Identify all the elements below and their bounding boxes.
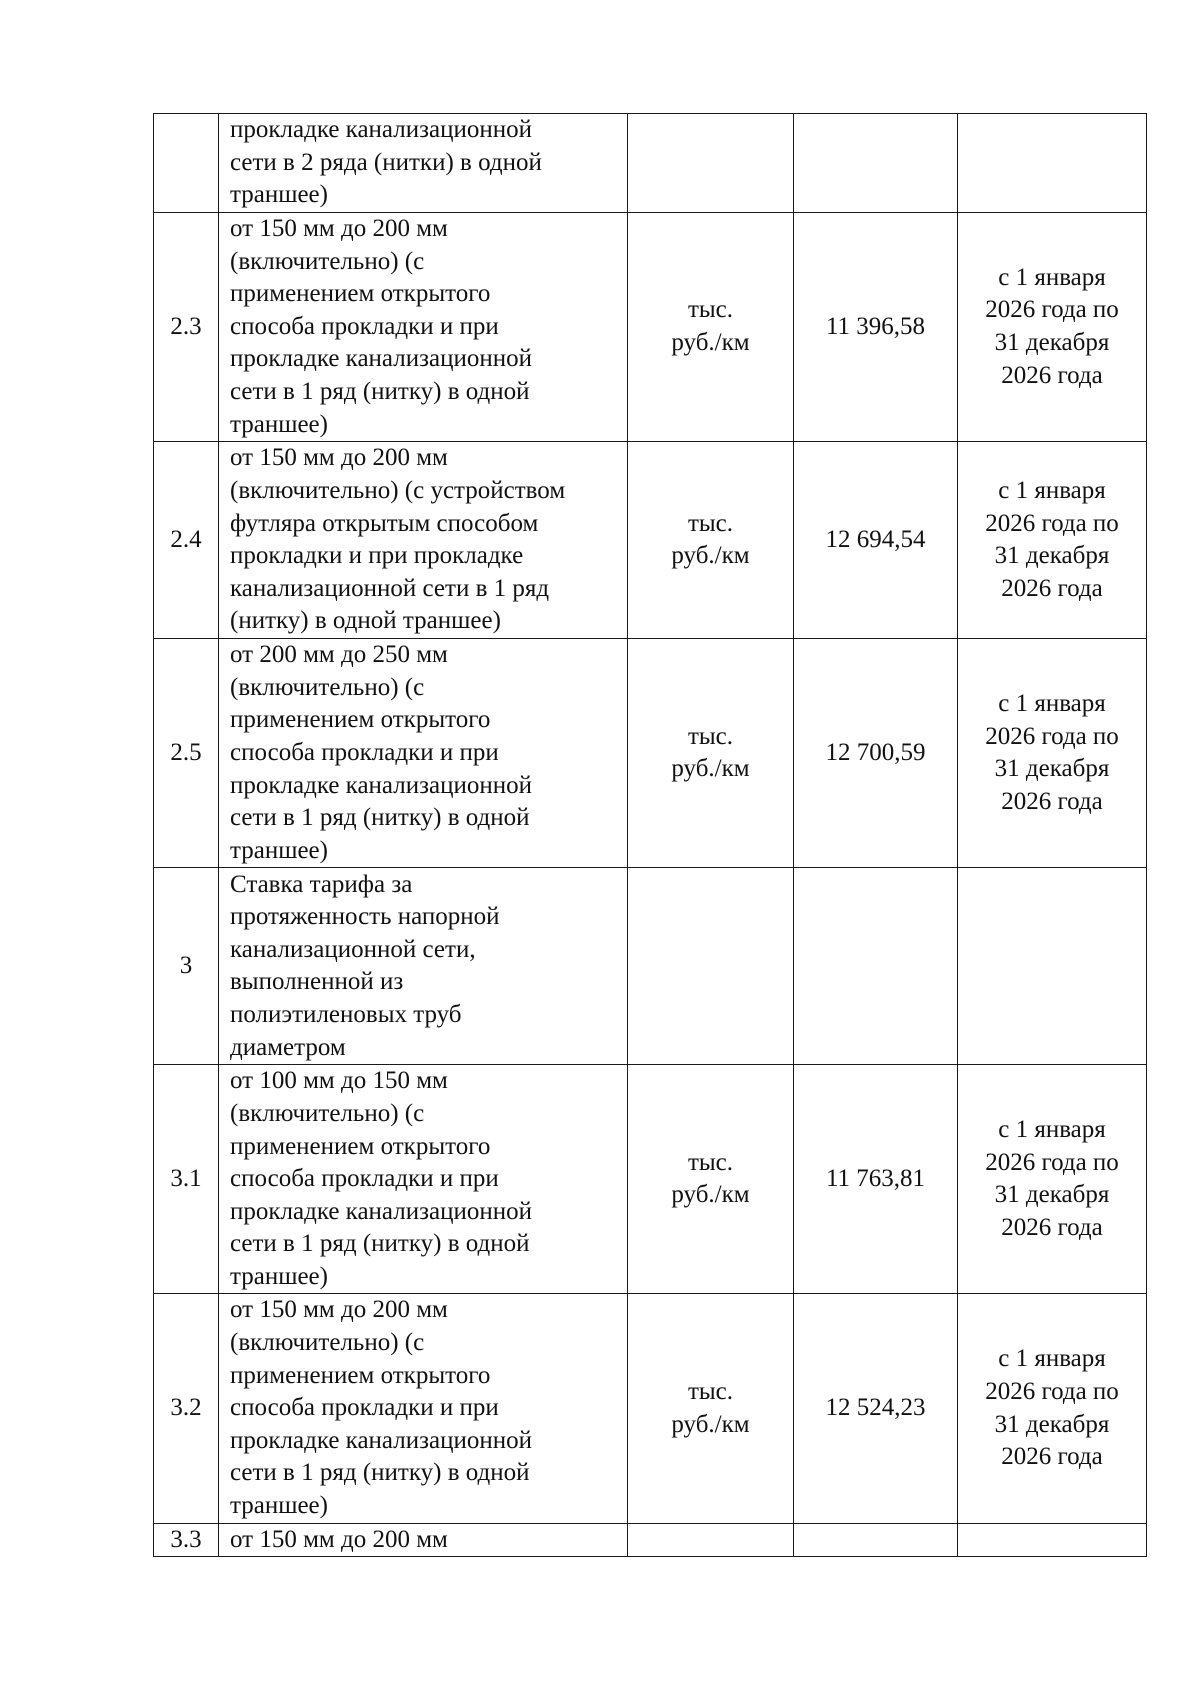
row-number-cell: 3.3 [154,1523,219,1557]
row-period-cell [958,114,1147,213]
row-period-cell: с 1 января 2026 года по 31 декабря 2026 года [958,213,1147,442]
row-period-cell: с 1 января 2026 года по 31 декабря 2026 года [958,1065,1147,1294]
table-row [154,1294,1147,1523]
table-row [154,1065,1147,1294]
table-row [154,639,1147,868]
row-period-cell: с 1 января 2026 года по 31 декабря 2026 года [958,1294,1147,1523]
row-description-cell: от 150 мм до 200 мм [219,1523,628,1557]
row-unit-cell: тыс. руб./км [628,213,794,442]
row-description-cell: от 150 мм до 200 мм (включительно) (с применением открытого способа прокладки и при прокладке канализационной сети в 1 ряд (нитку) в одной траншее) [219,1294,628,1523]
row-unit-cell: тыс. руб./км [628,1065,794,1294]
row-value-cell [794,1523,958,1557]
row-unit-cell: тыс. руб./км [628,639,794,868]
row-number-cell: 2.3 [154,213,219,442]
row-description-cell: прокладке канализационной сети в 2 ряда (нитки) в одной траншее) [219,114,628,213]
tariff-table [153,113,1147,1557]
row-unit-cell [628,1523,794,1557]
row-value-cell: 12 524,23 [794,1294,958,1523]
row-unit-cell: тыс. руб./км [628,1294,794,1523]
row-description-cell: от 100 мм до 150 мм (включительно) (с применением открытого способа прокладки и при прокладке канализационной сети в 1 ряд (нитку) в одной траншее) [219,1065,628,1294]
table-row [154,868,1147,1065]
row-unit-cell [628,114,794,213]
row-number-cell [154,114,219,213]
row-unit-cell [628,868,794,1065]
row-description-cell: от 150 мм до 200 мм (включительно) (с применением открытого способа прокладки и при прокладке канализационной сети в 1 ряд (нитку) в одной траншее) [219,213,628,442]
row-number-cell: 3.1 [154,1065,219,1294]
table-row [154,114,1147,213]
row-period-cell [958,868,1147,1065]
row-number-cell: 2.4 [154,442,219,639]
row-value-cell: 12 700,59 [794,639,958,868]
table-row [154,442,1147,639]
row-period-cell [958,1523,1147,1557]
row-value-cell [794,868,958,1065]
table-row [154,213,1147,442]
row-description-cell: от 150 мм до 200 мм (включительно) (с устройством футляра открытым способом прокладки и при прокладке канализационной сети в 1 ряд (нитку) в одной траншее) [219,442,628,639]
row-value-cell: 11 763,81 [794,1065,958,1294]
row-description-cell: от 200 мм до 250 мм (включительно) (с применением открытого способа прокладки и при прокладке канализационной сети в 1 ряд (нитку) в одной траншее) [219,639,628,868]
row-description-cell: Ставка тарифа за протяженность напорной канализационной сети, выполненной из полиэтиленовых труб диаметром [219,868,628,1065]
row-number-cell: 2.5 [154,639,219,868]
row-number-cell: 3.2 [154,1294,219,1523]
row-value-cell [794,114,958,213]
row-number-cell: 3 [154,868,219,1065]
row-value-cell: 12 694,54 [794,442,958,639]
row-value-cell: 11 396,58 [794,213,958,442]
row-period-cell: с 1 января 2026 года по 31 декабря 2026 года [958,639,1147,868]
row-unit-cell: тыс. руб./км [628,442,794,639]
table-row [154,1523,1147,1557]
row-period-cell: с 1 января 2026 года по 31 декабря 2026 года [958,442,1147,639]
